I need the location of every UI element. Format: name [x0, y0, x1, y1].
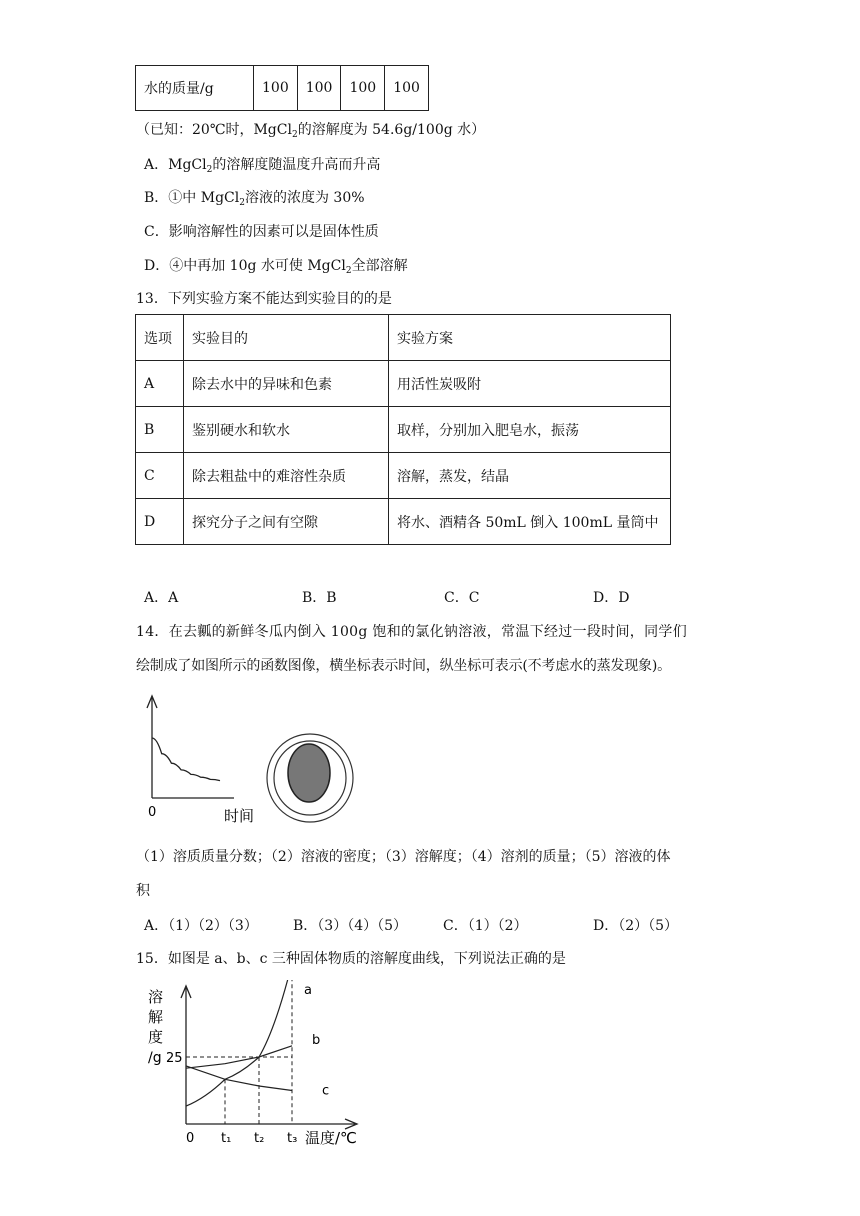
table-cell: 取样，分别加入肥皂水，振荡 [389, 407, 671, 453]
q13-stem: 13．下列实验方案不能达到实验目的的是 [136, 291, 392, 307]
curve-label-b: b [312, 1032, 321, 1048]
water-mass-cell: 100 [254, 66, 298, 111]
q12-option-b: B．①中 MgCl$_2$溶液的浓度为 30% [144, 190, 365, 208]
table-cell: B [136, 407, 184, 453]
water-mass-cell: 100 [297, 66, 341, 111]
table-cell: A [136, 361, 184, 407]
table-cell: 除去水中的异味和色素 [184, 361, 389, 407]
q14-stem-line1: 14．在去瓤的新鲜冬瓜内倒入 100g 饱和的氯化钠溶液，常温下经过一段时间，同学们 [136, 624, 687, 640]
graph-origin-label: 0 [148, 805, 157, 820]
table-cell: 除去粗盐中的难溶性杂质 [184, 453, 389, 499]
q12-option-d: D．④中再加 10g 水可使 MgCl$_2$全部溶解 [144, 258, 408, 276]
q14-option-d: D．（2）（5） [593, 918, 679, 934]
table-cell: C [136, 453, 184, 499]
q14-option-c: C．（1）（2） [443, 918, 528, 934]
table-cell: 探究分子之间有空隙 [184, 499, 389, 545]
table-cell: 将水、酒精各 50mL 倒入 100mL 量筒中 [389, 499, 671, 545]
q13-option-c: C．C [444, 590, 480, 606]
water-mass-label: 水的质量/g [136, 66, 254, 111]
q12-option-a: A．MgCl$_2$的溶解度随温度升高而升高 [144, 157, 381, 175]
origin-label: 0 [186, 1131, 195, 1146]
graph-x-label: 时间 [224, 807, 255, 825]
graph-axes [152, 698, 234, 798]
q13-table [135, 314, 671, 545]
melon-solution [288, 744, 330, 802]
series-line-c [186, 1066, 292, 1091]
q14-option-b: B．（3）（4）（5） [293, 918, 408, 934]
table-header-row [136, 315, 671, 361]
q14-items-line2: 积 [136, 883, 150, 899]
q13-option-a: A．A [144, 590, 179, 606]
y-label-char: 度 [148, 1028, 164, 1046]
table-row [136, 499, 671, 545]
water-mass-cell: 100 [385, 66, 429, 111]
table-row [136, 361, 671, 407]
curves [186, 980, 292, 1106]
curve-label-c: c [322, 1083, 330, 1099]
table-header: 实验方案 [389, 315, 671, 361]
x-tick-label: t₃ [287, 1131, 298, 1146]
q14-time-graph [138, 690, 266, 830]
table-header: 实验目的 [184, 315, 389, 361]
x-axis-title: 温度/℃ [305, 1129, 357, 1147]
y-label-char: 解 [148, 1008, 164, 1026]
q14-items-line1: （1）溶质质量分数；（2）溶液的密度；（3）溶解度；（4）溶剂的质量；（5）溶液的体 [136, 849, 671, 865]
q12-note: （已知：20℃时，MgCl$_2$的溶解度为 54.6g/100g 水） [136, 122, 486, 140]
table-cell: 用活性炭吸附 [389, 361, 671, 407]
winter-melon-diagram [265, 732, 357, 830]
q15-stem: 15．如图是 a、b、c 三种固体物质的溶解度曲线，下列说法正确的是 [136, 951, 566, 967]
y-axis-title [148, 988, 163, 1066]
water-mass-cell: 100 [341, 66, 385, 111]
table-cell: D [136, 499, 184, 545]
table-row [136, 453, 671, 499]
q15-solubility-graph [140, 980, 370, 1150]
q14-option-a: A．（1）（2）（3） [144, 918, 258, 934]
y-label-char: /g [148, 1050, 162, 1066]
q14-stem-line2: 绘制成了如图所示的函数图像，横坐标表示时间，纵坐标可表示(不考虑水的蒸发现象)。 [136, 658, 671, 674]
series-line-a [186, 980, 292, 1106]
table-row [136, 407, 671, 453]
water-mass-table [135, 65, 429, 111]
y-label-char: 溶 [148, 988, 164, 1006]
guide-lines [186, 980, 292, 1124]
series-line [152, 738, 220, 781]
q13-option-d: D．D [593, 590, 630, 606]
q12-option-c: C．影响溶解性的因素可以是固体性质 [144, 224, 379, 240]
q13-option-b: B．B [302, 590, 337, 606]
x-tick-label: t₂ [254, 1131, 265, 1146]
x-tick-label: t₁ [221, 1131, 232, 1146]
y-tick-label: 25 [166, 1051, 183, 1066]
table-cell: 溶解，蒸发，结晶 [389, 453, 671, 499]
table-cell: 鉴别硬水和软水 [184, 407, 389, 453]
table-header: 选项 [136, 315, 184, 361]
curve-label-a: a [304, 983, 312, 998]
